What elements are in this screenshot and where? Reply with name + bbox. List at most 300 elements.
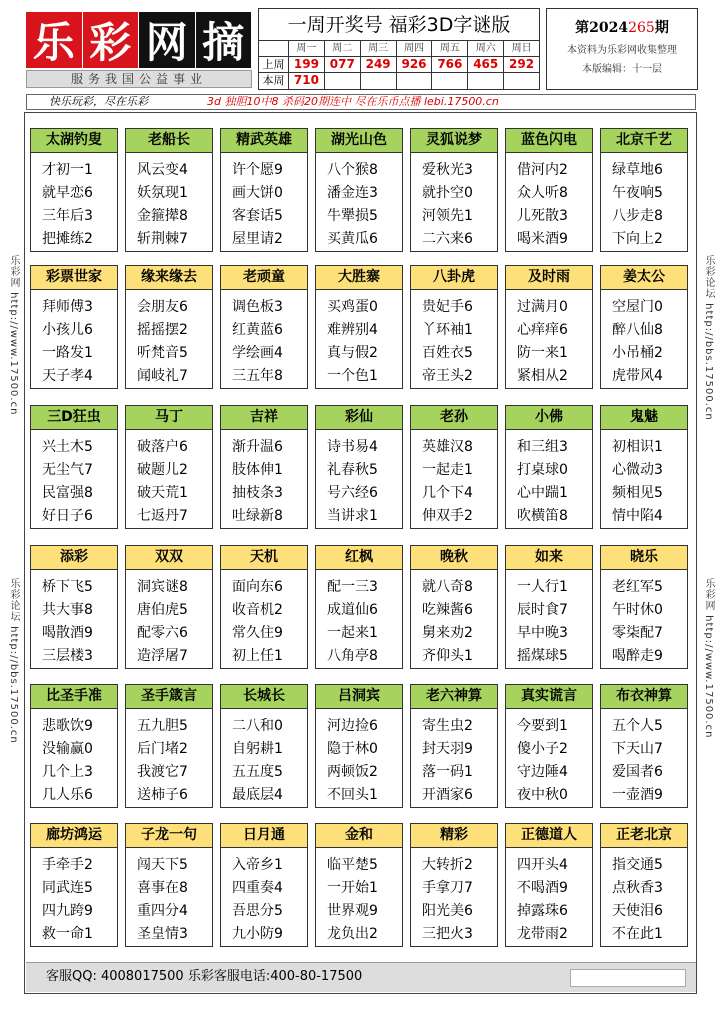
- riddle-card-body: [411, 290, 497, 388]
- riddle-card: [505, 684, 593, 808]
- draw-number: 077: [325, 57, 361, 72]
- riddle-line: 情中陷4: [612, 508, 663, 524]
- riddle-line: 空屋门0: [612, 299, 663, 315]
- draw-number: 465: [468, 57, 504, 72]
- riddle-line: 闯天下5: [137, 857, 188, 873]
- riddle-card-body: [221, 290, 307, 388]
- riddle-line: 心中踹1: [517, 485, 568, 501]
- riddle-line: 醉八仙8: [612, 322, 663, 338]
- riddle-card-title: 精武英雄: [221, 129, 307, 153]
- riddle-card: [315, 684, 403, 808]
- riddle-card-title: 老船长: [126, 129, 212, 153]
- riddle-line: 过满月0: [517, 299, 568, 315]
- riddle-line: 喝散酒9: [42, 625, 93, 641]
- riddle-line: 四开头4: [517, 857, 568, 873]
- riddle-line: 龙负出2: [327, 926, 378, 942]
- riddle-line: 闻岐礼7: [137, 368, 188, 384]
- riddle-card: [600, 265, 688, 389]
- riddle-line: 阳光美6: [422, 903, 473, 919]
- riddle-card-title: 日月通: [221, 824, 307, 848]
- riddle-line: 大转折2: [422, 857, 473, 873]
- side-text-right-1: 乐彩论坛 http://bbs.17500.cn: [703, 255, 714, 421]
- riddle-card: [505, 405, 593, 529]
- riddle-line: 午夜响5: [612, 185, 663, 201]
- riddle-line: 和三组3: [517, 439, 568, 455]
- riddle-line: 礼春秋5: [327, 462, 378, 478]
- riddle-card: [600, 823, 688, 947]
- riddle-card-body: [31, 290, 117, 388]
- riddle-card: [410, 684, 498, 808]
- riddle-line: 画大饼0: [232, 185, 283, 201]
- draw-day: 周四: [397, 41, 433, 56]
- riddle-card-title: 湖光山色: [316, 129, 402, 153]
- riddle-line: 斩荆棘7: [137, 231, 188, 247]
- riddle-card-body: [316, 848, 402, 946]
- riddle-card-body: [316, 153, 402, 251]
- riddle-line: 配一三3: [327, 579, 378, 595]
- draw-day: 周二: [325, 41, 361, 56]
- riddle-line: 虎带风4: [612, 368, 663, 384]
- riddle-line: 收音机2: [232, 602, 283, 618]
- riddle-line: 渐升温6: [232, 439, 283, 455]
- riddle-line: 会朋友6: [137, 299, 188, 315]
- riddle-card-body: [31, 848, 117, 946]
- riddle-line: 拜师傅3: [42, 299, 93, 315]
- riddle-line: 真与假2: [327, 345, 378, 361]
- riddle-card-title: 真实谎言: [506, 685, 592, 709]
- riddle-card-title: 晓乐: [601, 546, 687, 570]
- riddle-line: 天子孝4: [42, 368, 93, 384]
- riddle-card-title: 正德道人: [506, 824, 592, 848]
- riddle-card-title: 吉祥: [221, 406, 307, 430]
- riddle-line: 隐于林0: [327, 741, 378, 757]
- riddle-line: 入帝乡1: [232, 857, 283, 873]
- riddle-card-title: 灵狐说梦: [411, 129, 497, 153]
- riddle-card-body: [411, 570, 497, 668]
- draw-day: 周一: [289, 41, 325, 56]
- issue-editor: 本版编辑：十一层: [582, 64, 662, 75]
- riddle-line: 诗书易4: [327, 439, 378, 455]
- riddle-line: 七返丹7: [137, 508, 188, 524]
- riddle-line: 三五年8: [232, 368, 283, 384]
- footer: [26, 962, 696, 992]
- riddle-line: 绿草地6: [612, 162, 663, 178]
- riddle-card: [600, 128, 688, 252]
- riddle-card-title: 晚秋: [411, 546, 497, 570]
- riddle-card-body: [316, 430, 402, 528]
- riddle-line: 难辨别4: [327, 322, 378, 338]
- riddle-line: 点秋香3: [612, 880, 663, 896]
- footer-contact: 客服QQ: 4008017500 乐彩客服电话:400-80-17500: [46, 969, 363, 984]
- riddle-line: 齐仰头1: [422, 648, 473, 664]
- riddle-card-title: 北京千艺: [601, 129, 687, 153]
- riddle-line: 就八奇8: [422, 579, 473, 595]
- riddle-card-title: 小佛: [506, 406, 592, 430]
- riddle-card: [410, 823, 498, 947]
- riddle-line: 三把火3: [422, 926, 473, 942]
- riddle-line: 喜事在8: [137, 880, 188, 896]
- riddle-line: 一壶酒9: [612, 787, 663, 803]
- riddle-card: [125, 823, 213, 947]
- draw-this-week-row: [259, 73, 539, 89]
- riddle-line: 听梵音5: [137, 345, 188, 361]
- riddle-line: 守边陲4: [517, 764, 568, 780]
- riddle-line: 帝王头2: [422, 368, 473, 384]
- riddle-card: [505, 265, 593, 389]
- riddle-line: 吾思分5: [232, 903, 283, 919]
- riddle-line: 号六经6: [327, 485, 378, 501]
- riddle-card: [505, 128, 593, 252]
- draw-number: 249: [361, 57, 397, 72]
- draw-day: 周五: [432, 41, 468, 56]
- riddle-line: 两顿饭2: [327, 764, 378, 780]
- riddle-line: 妖氛现1: [137, 185, 188, 201]
- riddle-line: 自躬耕1: [232, 741, 283, 757]
- riddle-card: [30, 823, 118, 947]
- riddle-card-title: 吕洞宾: [316, 685, 402, 709]
- riddle-line: 借河内2: [517, 162, 568, 178]
- riddle-card: [30, 265, 118, 389]
- riddle-card: [220, 823, 308, 947]
- riddle-card: [125, 545, 213, 669]
- riddle-card-title: 大胜寨: [316, 266, 402, 290]
- riddle-card-body: [31, 430, 117, 528]
- riddle-line: 几人乐6: [42, 787, 93, 803]
- draw-corner: [259, 41, 289, 56]
- draw-header-row: [259, 41, 539, 57]
- riddle-line: 最底层4: [232, 787, 283, 803]
- riddle-line: 龙带雨2: [517, 926, 568, 942]
- riddle-line: 夜中秋0: [517, 787, 568, 803]
- riddle-card-title: 精彩: [411, 824, 497, 848]
- banner-left: 快乐玩彩，尽在乐彩: [49, 95, 148, 108]
- riddle-line: 几个下4: [422, 485, 473, 501]
- riddle-card-title: 八卦虎: [411, 266, 497, 290]
- logo-char: 彩: [83, 12, 139, 68]
- riddle-line: 面向东6: [232, 579, 283, 595]
- riddle-line: 午时休0: [612, 602, 663, 618]
- riddle-card: [600, 405, 688, 529]
- riddle-line: 喝醉走9: [612, 648, 663, 664]
- riddle-card: [600, 545, 688, 669]
- issue-prefix: 第2024: [575, 20, 629, 36]
- riddle-line: 后门堵2: [137, 741, 188, 757]
- riddle-card-title: 廊坊鸿运: [31, 824, 117, 848]
- riddle-line: 儿死散3: [517, 208, 568, 224]
- draw-day: 周日: [511, 43, 532, 54]
- riddle-line: 心痒痒6: [517, 322, 568, 338]
- riddle-line: 才初一1: [42, 162, 93, 178]
- riddle-card-body: [31, 570, 117, 668]
- riddle-card-title: 正老北京: [601, 824, 687, 848]
- riddle-card: [30, 545, 118, 669]
- riddle-card-body: [316, 290, 402, 388]
- riddle-line: 肢体伸1: [232, 462, 283, 478]
- riddle-line: 河边捡6: [327, 718, 378, 734]
- riddle-line: 五五度5: [232, 764, 283, 780]
- riddle-line: 几个上3: [42, 764, 93, 780]
- riddle-card-body: [316, 570, 402, 668]
- riddle-line: 救一命1: [42, 926, 93, 942]
- riddle-line: 落一码1: [422, 764, 473, 780]
- riddle-card-body: [601, 570, 687, 668]
- riddle-line: 五个人5: [612, 718, 663, 734]
- draw-day: 周六: [468, 41, 504, 56]
- riddle-line: 手拿刀7: [422, 880, 473, 896]
- riddle-line: 八步走8: [612, 208, 663, 224]
- issue-no: 265: [628, 20, 655, 36]
- riddle-line: 吃辣酱6: [422, 602, 473, 618]
- riddle-line: 小吊桶2: [612, 345, 663, 361]
- riddle-card-body: [221, 153, 307, 251]
- riddle-line: 吹横笛8: [517, 508, 568, 524]
- riddle-card-body: [506, 430, 592, 528]
- riddle-card-body: [601, 153, 687, 251]
- riddle-line: 圣皇情3: [137, 926, 188, 942]
- riddle-line: 老红军5: [612, 579, 663, 595]
- draw-number: 926: [397, 57, 433, 72]
- riddle-card-title: 三D狂虫: [31, 406, 117, 430]
- riddle-card-title: 子龙一句: [126, 824, 212, 848]
- riddle-line: 牛犟损5: [327, 208, 378, 224]
- riddle-card-title: 马丁: [126, 406, 212, 430]
- riddle-card: [315, 128, 403, 252]
- riddle-line: 好日子6: [42, 508, 93, 524]
- riddle-line: 八角亭8: [327, 648, 378, 664]
- riddle-line: 学绘画4: [232, 345, 283, 361]
- riddle-card: [505, 545, 593, 669]
- riddle-card-body: [126, 430, 212, 528]
- riddle-card: [30, 128, 118, 252]
- riddle-line: 一人行1: [517, 579, 568, 595]
- riddle-line: 九小防9: [232, 926, 283, 942]
- riddle-line: 一起来1: [327, 625, 378, 641]
- riddle-card-title: 老顽童: [221, 266, 307, 290]
- draw-number: [432, 73, 468, 89]
- riddle-line: 造浮屠7: [137, 648, 188, 664]
- riddle-card-body: [601, 709, 687, 807]
- riddle-card-body: [316, 709, 402, 807]
- riddle-line: 频相见5: [612, 485, 663, 501]
- issue-number: [547, 17, 697, 37]
- side-text-left-2: 乐彩论坛 http://bbs.17500.cn: [8, 578, 19, 744]
- footer-blank-box: [570, 969, 686, 987]
- riddle-line: 舅来劝2: [422, 625, 473, 641]
- issue-suffix: 期: [654, 20, 669, 36]
- riddle-line: 当讲求1: [327, 508, 378, 524]
- riddle-line: 一个色1: [327, 368, 378, 384]
- riddle-card: [125, 265, 213, 389]
- riddle-card: [220, 684, 308, 808]
- riddle-line: 一路发1: [42, 345, 93, 361]
- riddle-line: 破题儿2: [137, 462, 188, 478]
- riddle-line: 爱国者6: [612, 764, 663, 780]
- riddle-card: [315, 545, 403, 669]
- riddle-line: 初上任1: [232, 648, 283, 664]
- riddle-card: [315, 405, 403, 529]
- riddle-card-title: 鬼魅: [601, 406, 687, 430]
- riddle-card: [410, 545, 498, 669]
- riddle-card: [125, 405, 213, 529]
- riddle-card-title: 姜太公: [601, 266, 687, 290]
- riddle-card: [600, 684, 688, 808]
- riddle-card: [410, 265, 498, 389]
- riddle-line: 屋里请2: [232, 231, 283, 247]
- riddle-line: 一起走1: [422, 462, 473, 478]
- riddle-line: 众人听8: [517, 185, 568, 201]
- riddle-line: 我渡它7: [137, 764, 188, 780]
- riddle-line: 兴土木5: [42, 439, 93, 455]
- riddle-line: 送柿子6: [137, 787, 188, 803]
- riddle-line: 唐伯虎5: [137, 602, 188, 618]
- riddle-line: 把摊练2: [42, 231, 93, 247]
- riddle-line: 防一来1: [517, 345, 568, 361]
- draw-day: 周三: [361, 41, 397, 56]
- riddle-line: 八个猴8: [327, 162, 378, 178]
- riddle-line: 悲歌饮9: [42, 718, 93, 734]
- riddle-line: 摇煤球5: [517, 648, 568, 664]
- riddle-card: [315, 823, 403, 947]
- riddle-card-title: 蓝色闪电: [506, 129, 592, 153]
- riddle-line: 指交通5: [612, 857, 663, 873]
- riddle-card-title: 彩票世家: [31, 266, 117, 290]
- draw-row-label: 本周: [259, 73, 289, 89]
- draw-number: [361, 73, 397, 89]
- draw-number: 292: [509, 57, 535, 71]
- riddle-line: 下天山7: [612, 741, 663, 757]
- riddle-line: 成道仙6: [327, 602, 378, 618]
- issue-note: 本资料为乐彩网收集整理: [567, 45, 677, 56]
- riddle-line: 破天荒1: [137, 485, 188, 501]
- riddle-line: 英雄汉8: [422, 439, 473, 455]
- logo: [26, 12, 252, 68]
- riddle-line: 辰时食7: [517, 602, 568, 618]
- draw-number: [468, 73, 504, 89]
- draw-number: 766: [432, 57, 468, 72]
- riddle-line: 丫环袖1: [422, 322, 473, 338]
- riddle-card: [220, 405, 308, 529]
- riddle-line: 潘金连3: [327, 185, 378, 201]
- riddle-card-body: [411, 430, 497, 528]
- header: [22, 8, 698, 90]
- riddle-line: 买黄瓜6: [327, 231, 378, 247]
- riddle-card-title: 比圣手准: [31, 685, 117, 709]
- riddle-line: 四九跨9: [42, 903, 93, 919]
- side-text-right-2: 乐彩网 http://www.17500.cn: [703, 578, 714, 739]
- riddle-line: 不在此1: [612, 926, 663, 942]
- riddle-line: 喝米酒9: [517, 231, 568, 247]
- issue-box: [546, 8, 698, 90]
- riddle-line: 共大事8: [42, 602, 93, 618]
- riddle-line: 买鸡蛋0: [327, 299, 378, 315]
- riddle-line: 就早恋6: [42, 185, 93, 201]
- riddle-line: 四重奏4: [232, 880, 283, 896]
- riddle-line: 小孩儿6: [42, 322, 93, 338]
- riddle-line: 不喝酒9: [517, 880, 568, 896]
- riddle-line: 二六来6: [422, 231, 473, 247]
- riddle-line: 二八和0: [232, 718, 283, 734]
- riddle-card-title: 长城长: [221, 685, 307, 709]
- riddle-line: 常久住9: [232, 625, 283, 641]
- riddle-card-body: [506, 570, 592, 668]
- riddle-line: 吐绿新8: [232, 508, 283, 524]
- riddle-card-body: [506, 709, 592, 807]
- riddle-line: 破落户6: [137, 439, 188, 455]
- riddle-card-title: 老孙: [411, 406, 497, 430]
- riddle-line: 初相识1: [612, 439, 663, 455]
- riddle-card-body: [221, 570, 307, 668]
- riddle-card-title: 天机: [221, 546, 307, 570]
- logo-char: 网: [139, 12, 195, 68]
- draw-table: [258, 40, 540, 90]
- riddle-line: 手牵手2: [42, 857, 93, 873]
- riddle-card-body: [601, 430, 687, 528]
- riddle-card-body: [221, 709, 307, 807]
- riddle-line: 零柒配7: [612, 625, 663, 641]
- riddle-line: 封天羽9: [422, 741, 473, 757]
- riddle-line: 贵妃手6: [422, 299, 473, 315]
- riddle-line: 紧相从2: [517, 368, 568, 384]
- draw-number: 710: [289, 73, 325, 89]
- riddle-line: 五九胆5: [137, 718, 188, 734]
- riddle-line: 心微动3: [612, 462, 663, 478]
- riddle-line: 摇摇摆2: [137, 322, 188, 338]
- riddle-card: [315, 265, 403, 389]
- riddle-card-body: [221, 848, 307, 946]
- riddle-card-body: [411, 848, 497, 946]
- draw-row-label: 上周: [259, 57, 289, 72]
- riddle-card-title: 老六神算: [411, 685, 497, 709]
- riddle-card: [410, 405, 498, 529]
- riddle-line: 红黄蓝6: [232, 322, 283, 338]
- riddle-line: 配零六6: [137, 625, 188, 641]
- draw-number: [325, 73, 361, 89]
- riddle-card: [30, 684, 118, 808]
- riddle-card: [505, 823, 593, 947]
- riddle-card: [220, 128, 308, 252]
- riddle-card-body: [221, 430, 307, 528]
- riddle-line: 无尘气7: [42, 462, 93, 478]
- riddle-line: 金箍撵8: [137, 208, 188, 224]
- riddle-card: [30, 405, 118, 529]
- riddle-card-body: [601, 848, 687, 946]
- banner-right[interactable]: 3d 独胆10中8 杀码20期连中 尽在乐币点播 lebi.17500.cn: [207, 95, 499, 108]
- riddle-card-title: 添彩: [31, 546, 117, 570]
- riddle-line: 洞宾谜8: [137, 579, 188, 595]
- riddle-card-title: 布衣神算: [601, 685, 687, 709]
- riddle-card-title: 圣手箴言: [126, 685, 212, 709]
- riddle-line: 民富强8: [42, 485, 93, 501]
- riddle-line: 不回头1: [327, 787, 378, 803]
- riddle-card-body: [506, 848, 592, 946]
- logo-char: 乐: [26, 12, 82, 68]
- slogan: 服务我国公益事业: [26, 70, 252, 88]
- riddle-card-body: [31, 153, 117, 251]
- riddle-line: 许个愿9: [232, 162, 283, 178]
- riddle-card-body: [126, 570, 212, 668]
- riddle-line: 重四分4: [137, 903, 188, 919]
- draw-number: [504, 73, 539, 89]
- riddle-line: 早中晚3: [517, 625, 568, 641]
- riddle-line: 打桌球0: [517, 462, 568, 478]
- riddle-line: 寄生虫2: [422, 718, 473, 734]
- riddle-card: [220, 545, 308, 669]
- riddle-line: 调色板3: [232, 299, 283, 315]
- riddle-card-body: [126, 709, 212, 807]
- riddle-line: 抽枝条3: [232, 485, 283, 501]
- riddle-line: 伸双手2: [422, 508, 473, 524]
- riddle-card-title: 及时雨: [506, 266, 592, 290]
